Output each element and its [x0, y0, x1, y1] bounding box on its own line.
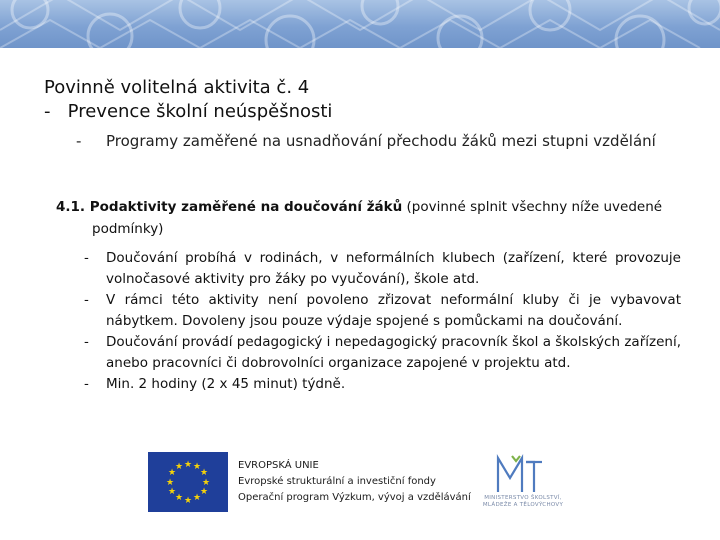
list-item: [84, 248, 681, 290]
svg-text:★: ★: [192, 493, 202, 503]
subtitle-dash: -: [76, 132, 82, 150]
svg-text:★: ★: [199, 487, 209, 497]
list-item: [84, 290, 681, 332]
svg-text:★: ★: [167, 487, 177, 497]
bullet-dash: -: [84, 250, 89, 266]
svg-text:★: ★: [201, 478, 211, 488]
section-heading-rest-2: podmínky): [92, 221, 164, 237]
title-dash: -: [44, 101, 51, 122]
banner-pattern: [0, 0, 720, 48]
msmt-logo: [468, 452, 578, 516]
bullet-dash: -: [84, 292, 89, 308]
title-line-2-text: Prevence školní neúspěšnosti: [67, 101, 333, 122]
svg-text:★: ★: [199, 468, 209, 478]
svg-text:★: ★: [174, 462, 184, 472]
eu-line-2: Evropské strukturální a investiční fondy: [238, 476, 436, 487]
bullet-text: Doučování probíhá v rodinách, v neformálních klubech (zařízení, které provozuje volnočasové aktivity pro žáky po vyučování), škole atd.: [106, 250, 681, 287]
eu-line-1: EVROPSKÁ UNIE: [238, 460, 319, 471]
bullet-text: V rámci této aktivity není povoleno zřizovat neformální kluby či je vybavovat nábytkem. Dovoleny jsou pouze výdaje spojené s pomůckami na doučování.: [106, 292, 681, 329]
bullet-dash: -: [84, 376, 89, 392]
list-item: [84, 332, 681, 374]
msmt-caption: [468, 495, 578, 509]
header-banner: [0, 0, 720, 48]
section-heading: [56, 196, 686, 240]
svg-text:★: ★: [192, 462, 202, 472]
footer-logos: [148, 452, 578, 516]
svg-text:★: ★: [165, 478, 175, 488]
msmt-caption-line-2: MLÁDEŽE A TĚLOVÝCHOVY: [482, 502, 564, 508]
eu-flag-icon: [148, 452, 228, 512]
title-line-2: [44, 100, 332, 124]
svg-text:★: ★: [174, 493, 184, 503]
eu-line-3: Operační program Výzkum, vývoj a vzdělávání: [238, 492, 471, 503]
msmt-logo-icon: [468, 452, 578, 496]
slide-title: [44, 76, 332, 124]
title-line-1: Povinně volitelná aktivita č. 4: [44, 77, 310, 98]
bullet-dash: -: [84, 334, 89, 350]
section-heading-bold: 4.1. Podaktivity zaměřené na doučování žáků: [56, 199, 403, 215]
svg-text:★: ★: [167, 468, 177, 478]
bullet-text: Min. 2 hodiny (2 x 45 minut) týdně.: [106, 376, 346, 392]
section-heading-rest: (povinné splnit všechny níže uvedené: [402, 199, 663, 215]
list-item: [84, 374, 681, 395]
svg-text:★: ★: [183, 460, 193, 470]
subtitle-text: Programy zaměřené na usnadňování přechodu žáků mezi stupni vzdělání: [106, 132, 656, 150]
bullet-list: [84, 248, 681, 395]
eu-stars: [148, 452, 228, 512]
svg-text:★: ★: [183, 496, 193, 506]
eu-text-block: [238, 458, 471, 506]
subtitle-block: [76, 130, 676, 152]
msmt-caption-line-1: MINISTERSTVO ŠKOLSTVÍ,: [484, 495, 562, 501]
bullet-text: Doučování provádí pedagogický i nepedagogický pracovník škol a školských zařízení, anebo pracovníci či dobrovolníci organizace zapojené v projektu atd.: [106, 334, 681, 371]
